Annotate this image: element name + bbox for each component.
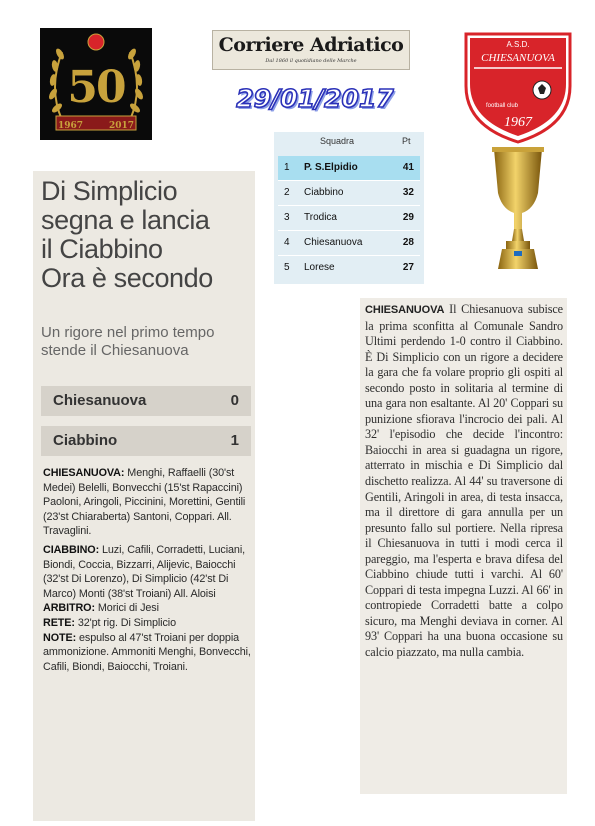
anniversary-number: 50: [67, 62, 125, 113]
crest-top-text: A.S.D.: [506, 40, 530, 49]
crest-year: 1967: [504, 115, 532, 130]
club-crest-icon: [458, 28, 578, 146]
home-lineup: CHIESANUOVA: Menghi, Raffaelli (30'st Medei) Belelli, Bonvecchi (15'st Rapaccini) Paoloni, Aringoli, Piccinini, Morettini, Gentili (23'st Chiaraberta) Santoni, Coppari. All. Travaglini.: [43, 467, 246, 538]
standings-team: Chiesanuova: [304, 237, 363, 248]
year-end: 2017: [108, 121, 134, 131]
standings-points: 41: [402, 162, 414, 173]
headline-line: Ora è secondo: [41, 263, 213, 293]
standings-rank: 3: [284, 212, 290, 223]
notes-line: NOTE: espulso al 47'st Troiani per doppia ammonizione. Ammoniti Menghi, Bonvecchi, Cafili, Biondi, Baiocchi, Troiani.: [43, 631, 251, 673]
standings-rank: 5: [284, 262, 290, 273]
goals-line: RETE: 32'pt rig. Di Simplicio: [43, 616, 176, 629]
standings-points: 28: [402, 237, 414, 248]
standings-points: 27: [402, 262, 414, 273]
article-left-column: [33, 171, 255, 821]
standings-team: Ciabbino: [304, 187, 344, 198]
article-headline: [41, 177, 253, 293]
article-report-column: [360, 298, 567, 794]
year-start: 1967: [58, 121, 84, 131]
match-report: [365, 302, 563, 661]
score-row-away: [41, 426, 251, 456]
away-lineup: CIABBINO: Luzi, Cafili, Corradetti, Luciani, Biondi, Coccia, Bizzarri, Alijevic, Baiocchi (32'st Di Lorenzo), Di Simplicio (42'st Di Marco) Monti (38'st Troiani) All. Aloisi: [43, 543, 246, 600]
standings-team: Lorese: [304, 262, 335, 273]
anniversary-years: [40, 121, 152, 131]
trophy-icon: [488, 145, 548, 275]
issue-date: 29/01/2017: [236, 84, 394, 113]
standings-row: [278, 206, 420, 230]
referee-line: ARBITRO: Morici di Jesi: [43, 602, 159, 615]
newspaper-masthead: [212, 30, 410, 70]
crest-club-name: CHIESANUOVA: [481, 52, 555, 64]
report-label: CHIESANUOVA: [365, 304, 445, 316]
standings-rank: 2: [284, 187, 290, 198]
standings-row: [278, 156, 420, 180]
standings-header-team: Squadra: [320, 136, 355, 146]
newspaper-name: Corriere Adriatico: [218, 34, 404, 56]
score-row-home: [41, 386, 251, 416]
standings-points: 29: [402, 212, 414, 223]
headline-line: il Ciabbino: [41, 234, 163, 264]
standings-table: [274, 132, 424, 284]
headline-line: segna e lancia: [41, 205, 210, 235]
standings-header-points: Pt: [402, 136, 411, 146]
standings-row: [278, 256, 420, 280]
headline-line: Di Simplicio: [41, 176, 178, 206]
anniversary-logo: [40, 28, 152, 140]
crest-label: football club: [485, 103, 519, 109]
report-body: Il Chiesanuova subisce la prima sconfitta al Comunale Sandro Ultimi perdendo 1-0 contro il Ciabbino. È Di Simplicio con un rigore a decidere la gara che fa volare proprio gli ospiti al secondo posto in solitaria al termine di una gara non esaltante. Al 20' Coppari su punizione sfiorava l'incrocio dei pali. Al 32' l'episodio che decide l'incontro: Baiocchi in area si guadagna un rigore, atterrato in mischia e Di Simplicio dal dischetto realizza. Al 44' su traversone di Gentili, Aringoli in area, di testa insacca, ma il direttore di gara annulla per un presunto fallo sul portiere. Nella ripresa il Chiesanuova in tutti i modi cerca il pareggio, ma l'esperta e brava difesa del Ciabbino chiude tutti i varchi. Al 60' Coppari di testa impegna Luzzi. Al 66' in contropiede Corradetti batte a colpo sicuro, ma Menghi deviava in corner. Al 93' Coppari ha una buona occasione su calcio piazzato, ma nulla cambia.: [365, 302, 563, 660]
score-goals: 1: [230, 432, 239, 449]
standings-team: P. S.Elpidio: [304, 162, 358, 173]
standings-rank: 4: [284, 237, 290, 248]
standings-points: 32: [402, 187, 414, 198]
article-subheadline: Un rigore nel primo tempo stende il Chiesanuova: [41, 324, 215, 359]
newspaper-tagline: Dal 1860 il quotidiano delle Marche: [265, 58, 357, 64]
standings-rank: 1: [284, 162, 290, 173]
standings-row: [278, 231, 420, 255]
match-details: [43, 466, 251, 674]
standings-row: [278, 181, 420, 205]
standings-team: Trodica: [304, 212, 337, 223]
score-goals: 0: [230, 392, 239, 409]
score-team: Chiesanuova: [53, 392, 147, 409]
score-team: Ciabbino: [53, 432, 118, 449]
